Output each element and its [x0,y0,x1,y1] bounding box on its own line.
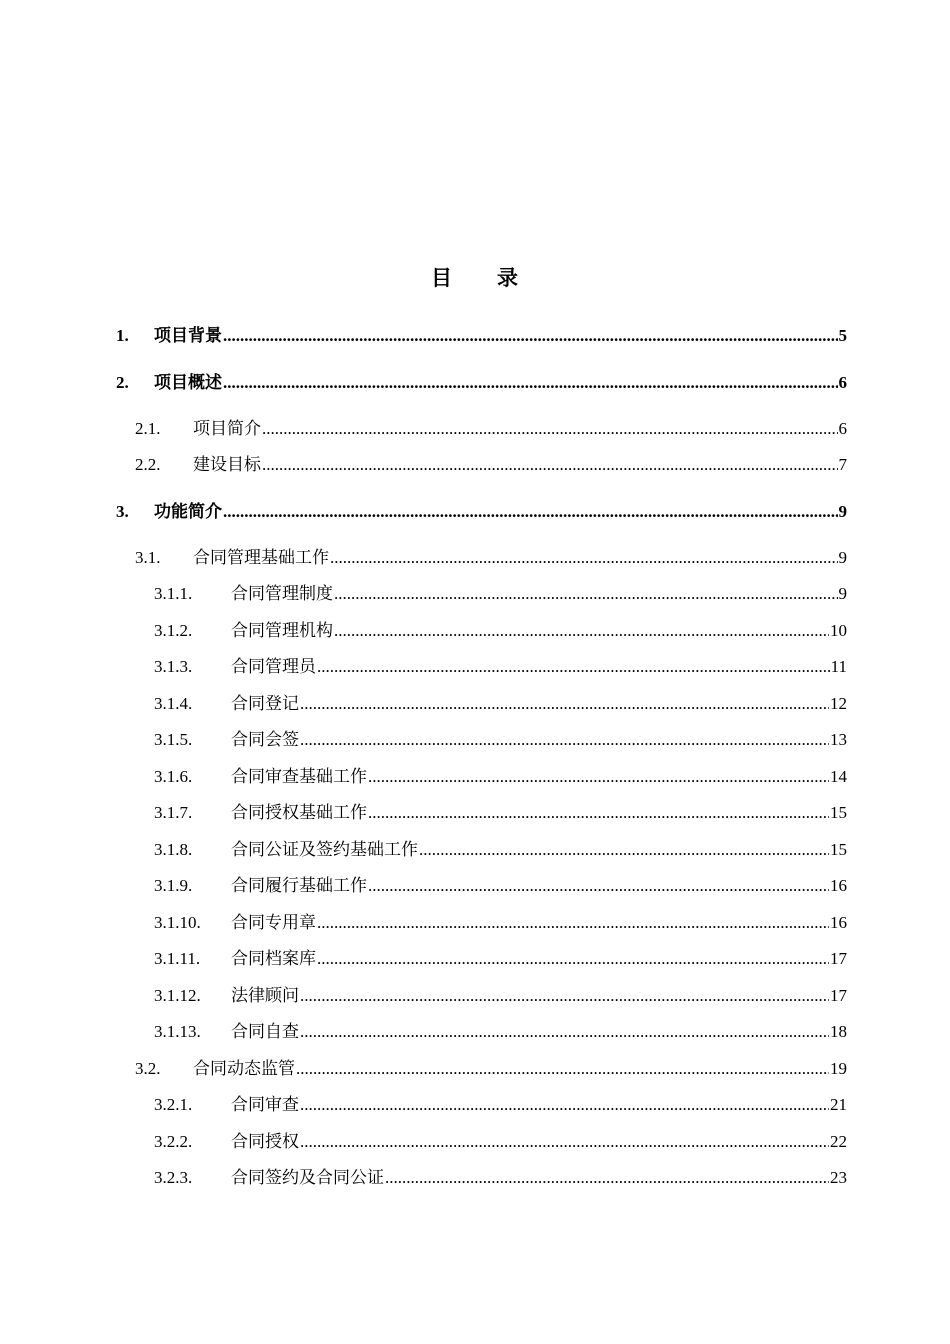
toc-dot-leader [262,418,838,440]
toc-entry[interactable] [135,1056,847,1080]
toc-entry-page: 23 [830,1168,847,1187]
toc-entry-page: 13 [830,730,847,749]
toc-entry-number: 3.1.10. [154,913,201,932]
toc-dot-leader [334,583,838,605]
toc-entry-page: 6 [838,419,847,438]
toc-title-char-1: 目 [431,266,453,290]
toc-entry-number: 3.1.8. [154,840,193,859]
toc-dot-leader [296,1058,829,1080]
toc-entry-number: 3.1.4. [154,694,193,713]
toc-entry-page: 14 [830,767,847,786]
toc-entry-page: 11 [830,657,847,676]
toc-entry-number: 3. [116,502,129,521]
toc-entry[interactable] [116,370,847,394]
toc-entry-page: 17 [830,949,847,968]
toc-entry[interactable] [154,691,847,715]
toc-entry[interactable] [154,983,847,1007]
toc-dot-leader [419,839,829,861]
toc-entry-page: 15 [830,803,847,822]
toc-entry-page: 5 [838,326,847,345]
toc-dot-leader [368,766,829,788]
toc-entry[interactable] [154,1165,847,1189]
toc-entry-title: 合同公证及签约基础工作 [231,840,418,859]
toc-entry-title: 项目简介 [193,419,261,438]
toc-dot-leader [368,875,829,897]
toc-entry-title: 合同签约及合同公证 [231,1168,384,1187]
toc-entry-title: 建设目标 [193,455,261,474]
toc-entry-number: 3.1.7. [154,803,193,822]
toc-entry[interactable] [154,764,847,788]
toc-entry-page: 21 [830,1095,847,1114]
toc-entry-number: 3.1.5. [154,730,193,749]
toc-entry-number: 3.1.12. [154,986,201,1005]
toc-entry-title: 合同审查基础工作 [231,767,367,786]
toc-entry-number: 3.1.6. [154,767,193,786]
toc-entry[interactable] [154,654,847,678]
toc-entry-number: 3.2.3. [154,1168,193,1187]
toc-entry[interactable] [135,416,847,440]
toc-entry-title: 合同管理基础工作 [193,548,329,567]
toc-entry[interactable] [135,545,847,569]
toc-dot-leader [300,693,829,715]
toc-dot-leader [330,547,838,569]
toc-entry[interactable] [116,323,847,347]
toc-entry-page: 6 [838,373,847,392]
toc-entry[interactable] [135,452,847,476]
toc-dot-leader [300,1094,829,1116]
toc-dot-leader [317,912,829,934]
toc-dot-leader [317,948,829,970]
toc-entry-title: 合同自查 [231,1022,299,1041]
toc-entry[interactable] [154,1019,847,1043]
toc-dot-leader [223,325,838,347]
toc-entry[interactable] [154,727,847,751]
toc-entry-page: 18 [830,1022,847,1041]
toc-entry[interactable] [154,837,847,861]
toc-entry-title: 合同动态监管 [193,1059,295,1078]
toc-entry[interactable] [154,910,847,934]
toc-entry[interactable] [116,499,847,523]
toc-entry-number: 1. [116,326,129,345]
toc-entry-page: 9 [838,548,847,567]
toc-dot-leader [300,1131,829,1153]
toc-entry-number: 2.1. [135,419,161,438]
toc-dot-leader [223,501,838,523]
toc-entry[interactable] [154,873,847,897]
toc-entry-title: 合同登记 [231,694,299,713]
toc-entry-number: 3.1.11. [154,949,201,968]
toc-entry-title: 合同授权 [231,1132,299,1151]
toc-entry-page: 10 [830,621,847,640]
toc-entry-page: 17 [830,986,847,1005]
toc-entry-page: 7 [838,455,847,474]
toc-entry-page: 9 [838,502,847,521]
toc-entry-title: 合同授权基础工作 [231,803,367,822]
toc-entry-title: 合同管理机构 [231,621,333,640]
toc-entry-title: 合同管理员 [231,657,316,676]
toc-entry-number: 3.1.9. [154,876,193,895]
toc-entry-page: 19 [830,1059,847,1078]
toc-entry-number: 3.2.1. [154,1095,193,1114]
toc-entry[interactable] [154,946,847,970]
toc-entry[interactable] [154,800,847,824]
toc-entry-number: 3.1.1. [154,584,193,603]
toc-entry-page: 16 [830,876,847,895]
toc-dot-leader [300,1021,829,1043]
toc-dot-leader [317,656,830,678]
toc-entry-number: 3.1. [135,548,161,567]
toc-entry-title: 功能简介 [154,502,222,521]
toc-entry-title: 项目背景 [154,326,222,345]
toc-dot-leader [300,729,829,751]
toc-entry-title: 法律顾问 [231,986,299,1005]
toc-entry-number: 2. [116,373,129,392]
toc-entry-page: 12 [830,694,847,713]
toc-entry-number: 3.1.3. [154,657,193,676]
toc-entry-number: 3.2. [135,1059,161,1078]
toc-dot-leader [262,454,838,476]
toc-title [0,262,950,292]
toc-entry[interactable] [154,618,847,642]
toc-entry-title: 合同审查 [231,1095,299,1114]
toc-entry-title: 合同档案库 [231,949,316,968]
toc-entry[interactable] [154,1129,847,1153]
toc-entry-page: 22 [830,1132,847,1151]
toc-entry-title: 合同管理制度 [231,584,333,603]
toc-title-char-2: 录 [497,266,519,290]
toc-dot-leader [368,802,829,824]
toc-dot-leader [334,620,829,642]
toc-entry-page: 15 [830,840,847,859]
toc-entry-number: 3.1.2. [154,621,193,640]
toc-entry[interactable] [154,581,847,605]
toc-entry-title: 项目概述 [154,373,222,392]
toc-dot-leader [385,1167,829,1189]
toc-entry-page: 9 [838,584,847,603]
toc-dot-leader [223,372,838,394]
toc-entry[interactable] [154,1092,847,1116]
toc-entry-page: 16 [830,913,847,932]
toc-entry-title: 合同专用章 [231,913,316,932]
toc-dot-leader [300,985,829,1007]
toc-entry-title: 合同履行基础工作 [231,876,367,895]
toc-entry-number: 3.2.2. [154,1132,193,1151]
toc-entry-number: 2.2. [135,455,161,474]
toc-entry-title: 合同会签 [231,730,299,749]
toc-entry-number: 3.1.13. [154,1022,201,1041]
